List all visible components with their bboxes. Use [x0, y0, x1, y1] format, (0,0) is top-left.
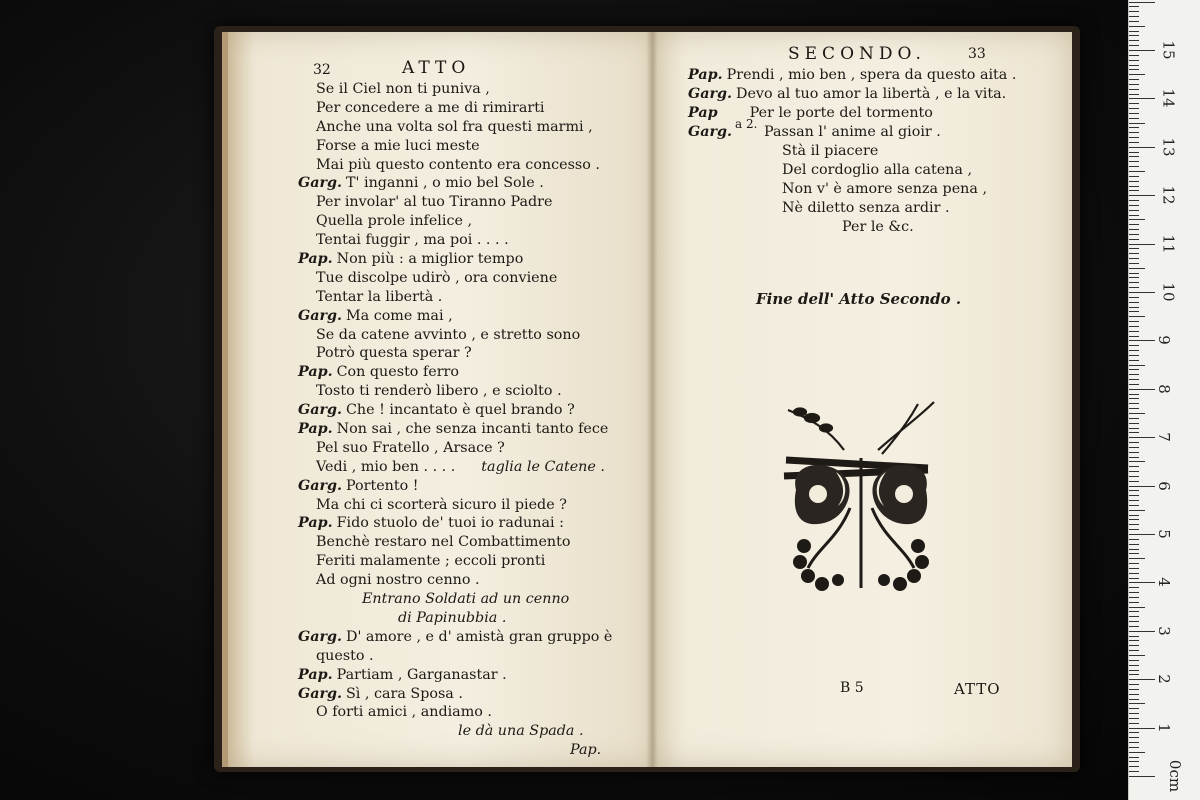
ruler-tick: [1129, 621, 1139, 622]
left-running-head: ATTO: [402, 58, 471, 78]
verse-line: [298, 174, 638, 193]
ruler-tick: [1129, 369, 1139, 370]
ruler-tick: [1129, 108, 1139, 109]
verse-line: [298, 571, 638, 590]
ruler-tick: [1129, 69, 1139, 70]
ruler-tick: [1129, 723, 1139, 724]
speaker-label: Garg.: [298, 477, 342, 494]
end-of-act-heading: Fine dell' Atto Secondo .: [756, 290, 962, 308]
ruler-tick: [1129, 413, 1145, 414]
ruler-tick: [1129, 336, 1139, 337]
ruler-tick: [1129, 156, 1139, 157]
ruler-tick: [1129, 98, 1155, 99]
ruler-tick: [1129, 113, 1139, 114]
speaker-label: Pap.: [298, 421, 333, 438]
printer-ornament-woodcut: [778, 398, 944, 594]
ruler-tick: [1129, 408, 1139, 409]
ruler-number: 9: [1154, 335, 1173, 346]
ruler-tick: [1129, 539, 1139, 540]
ruler-tick: [1129, 713, 1139, 714]
verse-text: Benchè restaro nel Combattimento: [316, 534, 571, 551]
ruler-tick: [1129, 665, 1139, 666]
verse-line: [298, 439, 638, 458]
ruler-tick: [1129, 6, 1139, 7]
verse-text: Che ! incantato è quel brando ?: [345, 402, 575, 419]
verse-text: Fido stuolo de' tuoi io radunai :: [336, 515, 564, 532]
ruler-tick: [1129, 142, 1139, 143]
ruler-number: 11: [1159, 234, 1178, 254]
ruler-tick: [1129, 529, 1139, 530]
ruler-tick: [1129, 253, 1139, 254]
ruler-tick: [1129, 307, 1139, 308]
verse-text: Quella prole infelice ,: [316, 213, 473, 230]
verse-text: Del cordoglio alla catena ,: [782, 162, 972, 178]
ruler-tick: [1129, 11, 1139, 12]
ruler-tick: [1129, 708, 1139, 709]
ruler-tick: [1129, 476, 1139, 477]
ruler-tick: [1129, 500, 1139, 501]
ruler-tick: [1129, 510, 1145, 511]
verse-text: Pel suo Fratello , Arsace ?: [316, 439, 505, 456]
speaker-label: Garg.: [298, 628, 342, 645]
ruler-tick: [1129, 718, 1139, 719]
ruler-number: 2: [1154, 674, 1173, 684]
ruler-tick: [1129, 389, 1155, 390]
ruler-tick: [1129, 127, 1139, 128]
stage-direction: Entrano Soldati ad un cenno: [362, 591, 570, 608]
ruler-tick: [1129, 650, 1139, 651]
ruler-tick: [1129, 573, 1139, 574]
verse-line: [298, 590, 638, 609]
ruler-tick: [1129, 582, 1155, 583]
ruler-tick: [1129, 355, 1139, 356]
verse-line: [298, 307, 638, 326]
ruler-tick: [1129, 626, 1139, 627]
stage-direction: le dà una Spada .: [458, 723, 584, 740]
ruler-tick: [1129, 340, 1155, 341]
speaker-label: Pap.: [688, 67, 723, 83]
ruler-tick: [1129, 776, 1155, 777]
ruler-tick: [1129, 742, 1139, 743]
verse-text: Per concedere a me di rimirarti: [316, 99, 545, 116]
speaker-label: Pap.: [298, 666, 333, 683]
ruler-tick: [1129, 398, 1139, 399]
ruler-number: 3: [1154, 626, 1173, 636]
ruler-tick: [1129, 118, 1139, 119]
ruler-tick: [1129, 224, 1139, 225]
verse-text: Tentar la libertà .: [316, 288, 443, 305]
ruler-tick: [1129, 568, 1139, 569]
verse-text: Per le porte del tormento: [749, 105, 933, 121]
verse-line: [298, 722, 638, 741]
ruler-tick: [1129, 466, 1139, 467]
ruler-tick: [1129, 166, 1139, 167]
verse-text: Tue discolpe udirò , ora conviene: [316, 269, 558, 286]
ruler-tick: [1129, 452, 1139, 453]
ruler-number: 10: [1159, 282, 1178, 302]
ruler-tick: [1129, 161, 1139, 162]
verse-line: [298, 703, 638, 722]
ruler-tick: [1129, 176, 1139, 177]
verse-line: [298, 685, 638, 704]
ruler-tick: [1129, 505, 1139, 506]
ruler-number: 6: [1154, 480, 1173, 491]
verse-line: [298, 420, 638, 439]
ruler-tick: [1129, 374, 1139, 375]
verse-line: [298, 344, 638, 363]
verse-line: [298, 99, 638, 118]
verse-line: [298, 496, 638, 515]
verse-text: Portento !: [345, 477, 419, 494]
ruler-tick: [1129, 132, 1139, 133]
ruler-tick: [1129, 519, 1139, 520]
ruler-tick: [1129, 360, 1139, 361]
left-page-text: [298, 80, 638, 760]
ruler-number: 5: [1154, 529, 1173, 539]
ruler-tick: [1129, 495, 1139, 496]
ruler-tick: [1129, 311, 1139, 312]
ruler-tick: [1129, 326, 1139, 327]
verse-text: Non v' è amore senza pena ,: [782, 181, 987, 197]
verse-line: [688, 180, 1048, 199]
verse-text: Se da catene avvinto , e stretto sono: [316, 326, 581, 343]
ruler-tick: [1129, 563, 1139, 564]
ruler-tick: [1129, 703, 1145, 704]
verse-text: Forse a mie luci meste: [316, 137, 480, 154]
ruler-tick: [1129, 728, 1155, 729]
verse-text: Partiam , Garganastar .: [336, 666, 507, 683]
verse-text: Anche una volta sol fra questi marmi ,: [316, 118, 593, 135]
ruler-tick: [1129, 79, 1139, 80]
verse-line: [688, 218, 1048, 237]
ruler-tick: [1129, 423, 1139, 424]
ruler-tick: [1129, 171, 1145, 172]
verse-text: Ma chi ci scorterà sicuro il piede ?: [316, 496, 567, 513]
verse-text: Tosto ti renderò libero , e sciolto .: [316, 383, 562, 400]
ruler-tick: [1129, 732, 1139, 733]
verse-text: D' amore , e d' amistà gran gruppo è: [345, 628, 613, 645]
verse-line: [298, 80, 638, 99]
ruler-tick: [1129, 394, 1139, 395]
speaker-label: Pap.: [298, 515, 333, 532]
ruler-number: 14: [1159, 88, 1178, 108]
ruler-tick: [1129, 761, 1139, 762]
ruler-number: 15: [1159, 40, 1178, 60]
verse-text: Non sai , che senza incanti tanto fece: [336, 421, 609, 438]
ruler-tick: [1129, 186, 1139, 187]
ruler-number: 12: [1159, 185, 1178, 205]
ruler-tick: [1129, 205, 1139, 206]
ruler-tick: [1129, 616, 1139, 617]
ruler-tick: [1129, 40, 1139, 41]
ruler-tick: [1129, 277, 1139, 278]
ruler-tick: [1129, 670, 1139, 671]
ruler-tick: [1129, 587, 1139, 588]
ruler-number: 4: [1154, 577, 1173, 588]
ruler-tick: [1129, 403, 1139, 404]
ruler-tick: [1129, 437, 1155, 438]
verse-line: [298, 741, 638, 760]
verse-line: [298, 647, 638, 666]
verse-line: [298, 156, 638, 175]
verse-text: Sì , cara Sposa .: [345, 685, 463, 702]
ruler-tick: [1129, 432, 1139, 433]
ruler-tick: [1129, 31, 1139, 32]
speaker-label: Garg.: [298, 307, 342, 324]
verse-line: [298, 269, 638, 288]
verse-line: [688, 142, 1048, 161]
verse-line: [298, 477, 638, 496]
verse-text: T' inganni , o mio bel Sole .: [345, 175, 544, 192]
ruler-tick: [1129, 558, 1145, 559]
verse-text: Ma come mai ,: [345, 307, 453, 324]
verse-text: Con questo ferro: [336, 364, 459, 381]
verse-text: Potrò questa sperar ?: [316, 345, 472, 362]
verse-line: [298, 533, 638, 552]
right-page-number: 33: [968, 46, 986, 62]
ruler-tick: [1129, 2, 1155, 3]
ruler-tick: [1129, 490, 1139, 491]
ruler-tick: [1129, 771, 1139, 772]
ruler-tick: [1129, 553, 1139, 554]
ruler-tick: [1129, 379, 1139, 380]
ruler-tick: [1129, 258, 1139, 259]
stage-direction: Pap.: [570, 742, 602, 759]
ruler-tick: [1129, 365, 1145, 366]
verse-text: Prendi , mio ben , spera da questo aita .: [726, 67, 1017, 83]
verse-text: questo .: [316, 647, 374, 664]
ruler-tick: [1129, 26, 1145, 27]
verse-line: [688, 66, 1048, 85]
ruler-tick: [1129, 549, 1139, 550]
ruler-tick: [1129, 287, 1139, 288]
verse-text: Mai più questo contento era concesso .: [316, 156, 600, 173]
speaker-label: Garg.: [298, 685, 342, 702]
ruler-tick: [1129, 457, 1139, 458]
ruler-number: 13: [1159, 137, 1178, 157]
stage-direction: di Papinubbia .: [398, 609, 507, 626]
ruler-tick: [1129, 137, 1139, 138]
ruler-tick: [1129, 655, 1145, 656]
ruler-tick: [1129, 94, 1139, 95]
verse-text: Ad ogni nostro cenno .: [316, 572, 480, 589]
ruler-tick: [1129, 190, 1139, 191]
ruler-tick: [1129, 35, 1139, 36]
ruler-tick: [1129, 239, 1139, 240]
verse-line: [298, 231, 638, 250]
ruler-tick: [1129, 679, 1155, 680]
verse-line: [298, 666, 638, 685]
verse-line: [298, 401, 638, 420]
verse-text: Nè diletto senza ardir .: [782, 200, 950, 216]
speaker-label: Pap.: [298, 364, 333, 381]
verse-text: O forti amici , andiamo .: [316, 704, 492, 721]
ruler-tick: [1129, 263, 1139, 264]
signature-mark: B 5: [840, 680, 864, 696]
ruler-tick: [1129, 611, 1139, 612]
ruler-tick: [1129, 534, 1155, 535]
ruler-tick: [1129, 292, 1155, 293]
ruler-tick: [1129, 50, 1155, 51]
speaker-label: Garg.: [298, 175, 342, 192]
ruler-tick: [1129, 607, 1145, 608]
verse-text: Passan l' anime al gioir .: [763, 124, 941, 140]
ruler-tick: [1129, 447, 1139, 448]
verse-line: [298, 326, 638, 345]
ruler-tick: [1129, 694, 1139, 695]
verse-line: [298, 552, 638, 571]
ruler-tick: [1129, 737, 1139, 738]
ruler-tick: [1129, 345, 1139, 346]
speaker-label: Garg.: [688, 86, 732, 102]
verse-line: [298, 382, 638, 401]
ruler-tick: [1129, 592, 1139, 593]
ruler-tick: [1129, 578, 1139, 579]
ruler-tick: [1129, 442, 1139, 443]
ruler-tick: [1129, 689, 1139, 690]
ruler-tick: [1129, 45, 1139, 46]
verse-line: [298, 628, 638, 647]
speaker-label: Garg.: [298, 402, 342, 419]
verse-text: Vedi , mio ben . . . .: [316, 458, 456, 475]
left-page-number: 32: [313, 62, 331, 78]
verse-line: [298, 609, 638, 628]
ruler-tick: [1129, 640, 1139, 641]
verse-line: [298, 458, 638, 477]
ruler-tick: [1129, 461, 1145, 462]
speaker-label: Garg.: [688, 124, 732, 140]
verse-line: [298, 193, 638, 212]
ruler-tick: [1129, 752, 1145, 753]
ruler-tick: [1129, 766, 1139, 767]
ruler-tick: [1129, 699, 1139, 700]
verse-line: [688, 85, 1048, 104]
speaker-label: Pap: [688, 105, 718, 121]
ruler-tick: [1129, 273, 1139, 274]
ruler-tick: [1129, 229, 1139, 230]
ruler-number: 7: [1154, 432, 1173, 442]
verse-text: Devo al tuo amor la libertà , e la vita.: [735, 86, 1007, 102]
ruler-tick: [1129, 152, 1139, 153]
verse-text: Per le &c.: [842, 219, 914, 235]
ruler-tick: [1129, 757, 1139, 758]
verse-line: [298, 212, 638, 231]
ruler-tick: [1129, 65, 1139, 66]
verse-line: [298, 118, 638, 137]
ruler-tick: [1129, 316, 1145, 317]
measuring-ruler: [1128, 0, 1200, 800]
ruler-tick: [1129, 515, 1139, 516]
verse-text: Feriti malamente ; eccoli pronti: [316, 553, 546, 570]
ruler-tick: [1129, 219, 1145, 220]
stage-direction: taglia le Catene .: [481, 458, 605, 475]
catchword: ATTO: [954, 680, 1001, 698]
verse-text: Tentai fuggir , ma poi . . . .: [316, 232, 509, 249]
verse-line: [688, 161, 1048, 180]
ruler-tick: [1129, 210, 1139, 211]
ruler-tick: [1129, 16, 1139, 17]
verse-line: [298, 363, 638, 382]
ruler-tick: [1129, 215, 1139, 216]
ruler-tick: [1129, 74, 1145, 75]
ruler-tick: [1129, 486, 1155, 487]
ruler-tick: [1129, 302, 1139, 303]
ruler-tick: [1129, 544, 1139, 545]
ruler-number: 0cm: [1166, 759, 1185, 793]
book-gutter: [646, 32, 658, 767]
ruler-tick: [1129, 21, 1139, 22]
verse-text: Per involar' al tuo Tiranno Padre: [316, 194, 553, 211]
ruler-tick: [1129, 418, 1139, 419]
verse-line: [298, 137, 638, 156]
ruler-tick: [1129, 321, 1139, 322]
ruler-tick: [1129, 674, 1139, 675]
right-running-head: SECONDO.: [788, 44, 926, 64]
ruler-tick: [1129, 684, 1139, 685]
right-page-text: [688, 66, 1048, 237]
ruler-tick: [1129, 89, 1139, 90]
ruler-tick: [1129, 660, 1139, 661]
verse-text: Se il Ciel non ti puniva ,: [316, 81, 490, 97]
ruler-tick: [1129, 384, 1139, 385]
verse-line: [298, 288, 638, 307]
verse-line: [298, 514, 638, 533]
ruler-tick: [1129, 350, 1139, 351]
ruler-tick: [1129, 597, 1139, 598]
ruler-tick: [1129, 282, 1139, 283]
ruler-tick: [1129, 471, 1139, 472]
ruler-tick: [1129, 234, 1139, 235]
verse-line: [688, 199, 1048, 218]
ruler-tick: [1129, 481, 1139, 482]
ruler-number: 8: [1154, 384, 1173, 394]
ruler-tick: [1129, 331, 1139, 332]
speaker-label: Pap.: [298, 251, 333, 268]
ruler-tick: [1129, 297, 1139, 298]
ruler-tick: [1129, 147, 1155, 148]
ruler-tick: [1129, 636, 1139, 637]
verse-text: Non più : a miglior tempo: [336, 251, 524, 268]
ruler-number: 1: [1154, 722, 1173, 733]
ruler-tick: [1129, 645, 1139, 646]
ruler-tick: [1129, 747, 1139, 748]
verse-line: [298, 250, 638, 269]
ruler-tick: [1129, 84, 1139, 85]
ruler-tick: [1129, 60, 1139, 61]
verse-text: Stà il piacere: [782, 143, 879, 159]
ruler-tick: [1129, 268, 1145, 269]
ruler-tick: [1129, 244, 1155, 245]
ruler-tick: [1129, 631, 1155, 632]
ruler-tick: [1129, 200, 1139, 201]
ruler-tick: [1129, 103, 1139, 104]
ruler-tick: [1129, 181, 1139, 182]
ruler-tick: [1129, 195, 1155, 196]
ruler-tick: [1129, 55, 1139, 56]
ruler-tick: [1129, 123, 1145, 124]
a2-mark: a 2.: [735, 117, 758, 131]
ruler-tick: [1129, 524, 1139, 525]
ruler-tick: [1129, 248, 1139, 249]
ruler-tick: [1129, 602, 1139, 603]
ruler-tick: [1129, 428, 1139, 429]
